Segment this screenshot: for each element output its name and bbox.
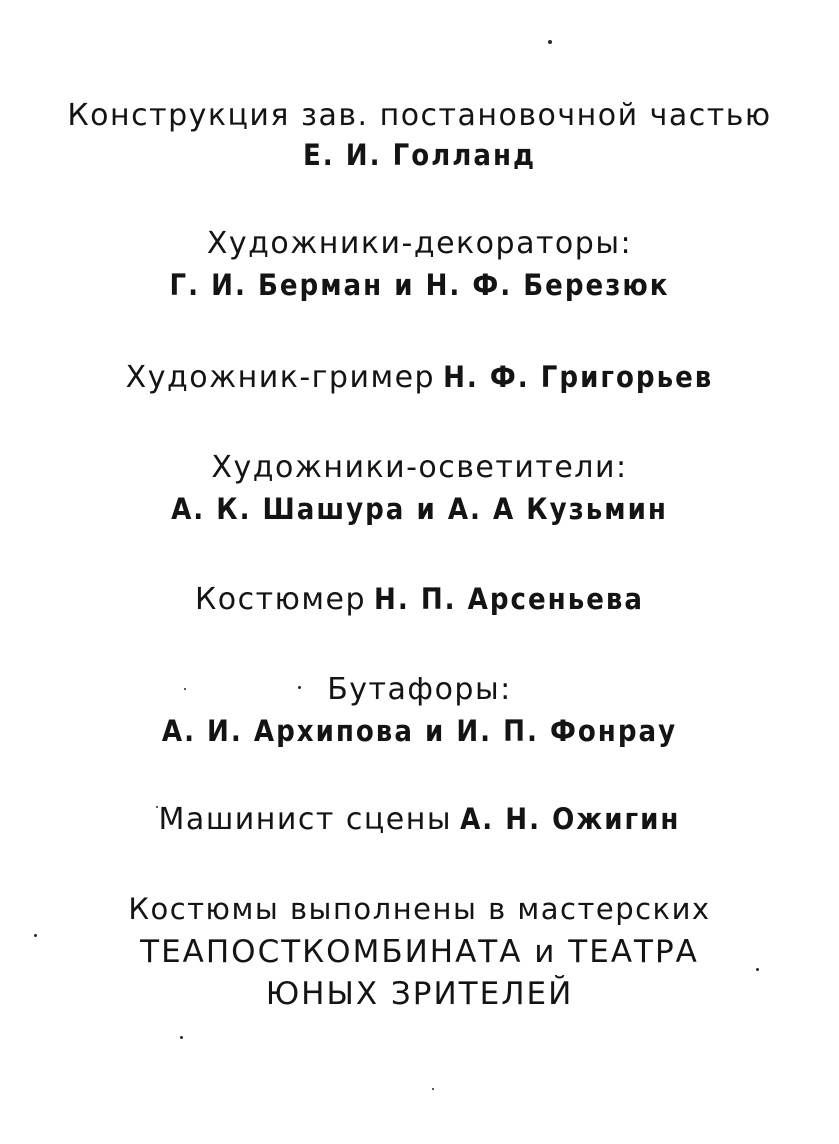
scan-speck	[756, 968, 759, 971]
credit-role-props: Бутафоры:	[327, 672, 512, 707]
credit-role-machinist: Машинист сцены	[158, 802, 453, 837]
scan-speck	[184, 688, 186, 690]
scan-speck	[432, 1088, 434, 1090]
scan-speck	[180, 1036, 183, 1039]
credit-costumer	[0, 582, 839, 617]
footer-line-2: ТЕАПОСТКОМБИНАТА и ТЕАТРА	[140, 934, 699, 970]
credit-role-costumer: Костюмер	[194, 582, 366, 617]
credit-stage-machinist	[0, 802, 839, 837]
credit-makeup-artist	[0, 360, 839, 395]
credit-names-costumer: Н. П. Арсеньева	[374, 582, 645, 616]
credit-names-construction: Е. И. Голланд	[302, 138, 537, 172]
credit-names-set-designers: Г. И. Берман и Н. Ф. Березюк	[169, 268, 670, 302]
credit-role-construction: Конструкция зав. постановочной частью	[67, 98, 772, 133]
credit-role-makeup: Художник-гример	[125, 360, 436, 395]
credit-role-lighting: Художники-осветители:	[211, 450, 628, 485]
scan-speck	[298, 686, 301, 689]
credit-names-machinist: А. Н. Ожигин	[460, 802, 681, 836]
footer-line-1: Костюмы выполнены в мастерских	[128, 892, 711, 926]
credit-role-set-designers: Художники-декораторы:	[206, 226, 633, 261]
footer-line-3: ЮНЫХ ЗРИТЕЛЕЙ	[265, 976, 574, 1012]
scan-speck	[156, 806, 158, 808]
scan-speck	[548, 40, 552, 44]
scan-speck	[34, 934, 37, 937]
credit-names-props: А. И. Архипова и И. П. Фонрау	[161, 714, 678, 748]
credit-names-makeup: Н. Ф. Григорьев	[443, 360, 714, 394]
credit-names-lighting: А. К. Шашура и А. А Кузьмин	[171, 492, 668, 526]
